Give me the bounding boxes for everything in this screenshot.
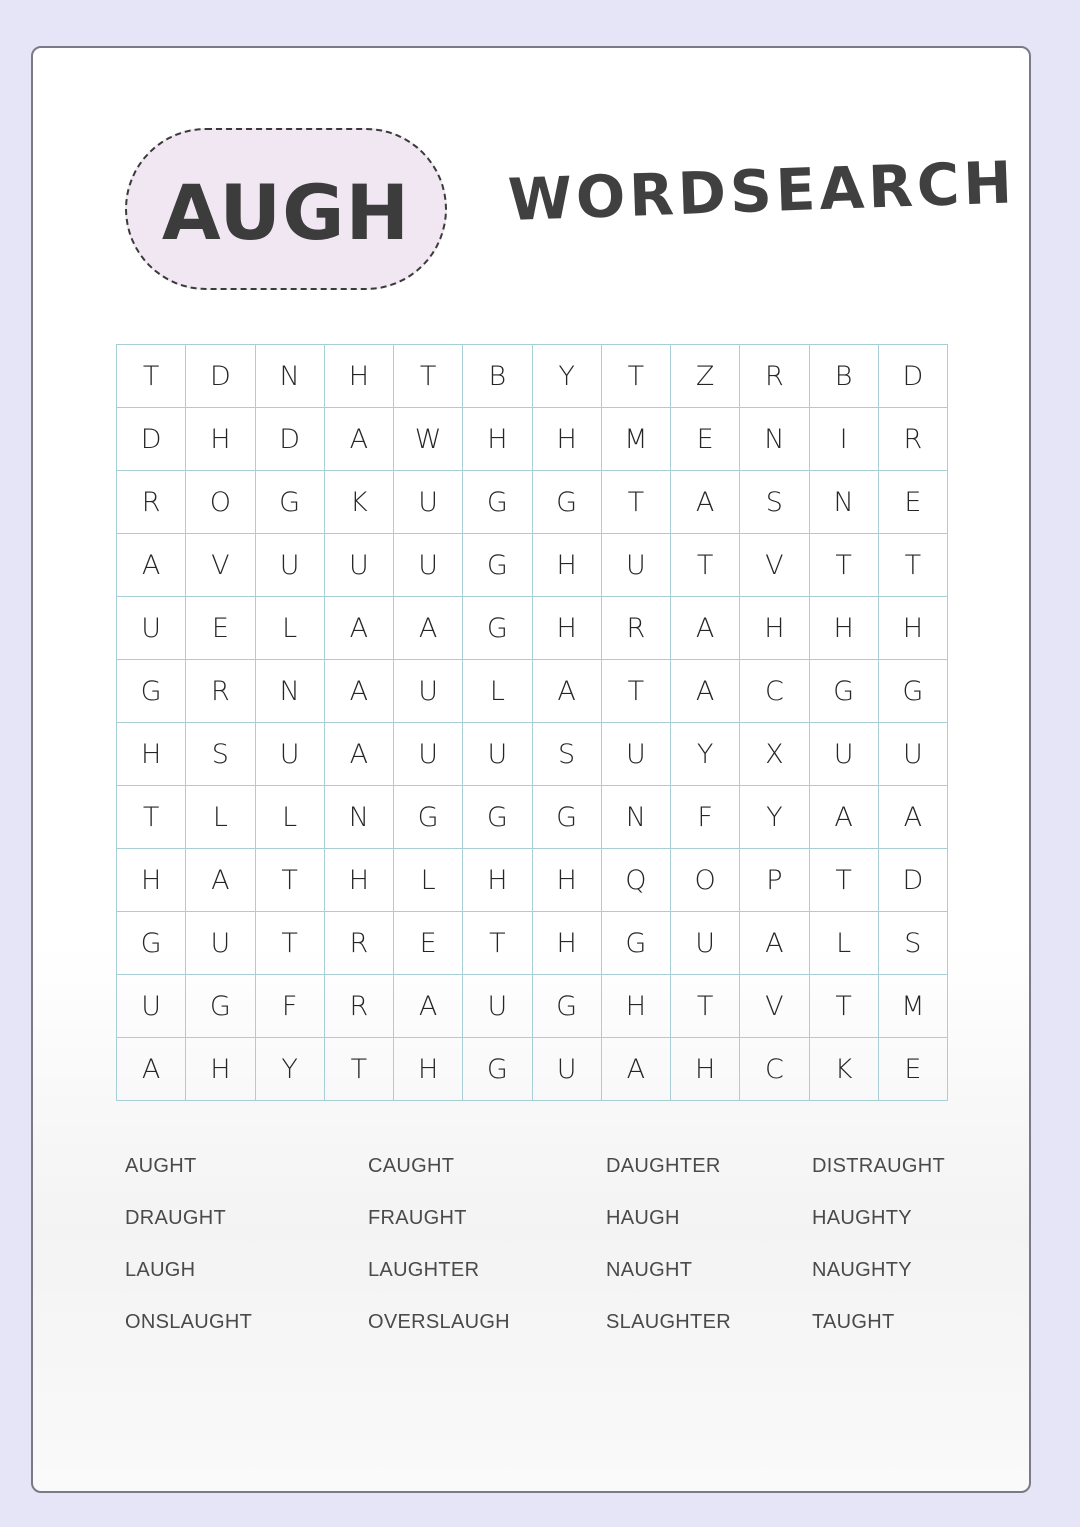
grid-cell[interactable]: A (117, 1038, 186, 1101)
grid-cell[interactable]: A (325, 597, 394, 660)
grid-cell[interactable]: N (740, 408, 809, 471)
word-list-item: ONSLAUGHT (125, 1311, 253, 1333)
grid-cell[interactable]: A (394, 597, 463, 660)
grid-cell[interactable]: D (879, 849, 948, 912)
grid-cell[interactable]: H (394, 1038, 463, 1101)
grid-cell[interactable]: D (117, 408, 186, 471)
grid-cell[interactable]: D (186, 345, 255, 408)
grid-cell[interactable]: H (533, 534, 602, 597)
grid-cell[interactable]: T (602, 660, 671, 723)
grid-cell[interactable]: A (602, 1038, 671, 1101)
grid-cell[interactable]: G (533, 786, 602, 849)
word-list-item: TAUGHT (812, 1311, 895, 1333)
grid-cell[interactable]: U (394, 471, 463, 534)
grid-cell[interactable]: T (810, 849, 879, 912)
grid-cell[interactable]: U (602, 723, 671, 786)
word-list-item: DISTRAUGHT (812, 1155, 945, 1177)
grid-cell[interactable]: F (671, 786, 740, 849)
grid-cell[interactable]: H (740, 597, 809, 660)
letter-grid (116, 344, 948, 1101)
grid-cell[interactable]: S (740, 471, 809, 534)
grid-cell[interactable]: H (810, 597, 879, 660)
grid-cell[interactable]: U (256, 534, 325, 597)
grid-cell[interactable]: V (740, 975, 809, 1038)
grid-cell[interactable]: A (117, 534, 186, 597)
grid-cell[interactable]: K (325, 471, 394, 534)
grid-cell[interactable]: T (671, 975, 740, 1038)
grid-cell[interactable]: H (463, 408, 532, 471)
topic-badge (125, 128, 447, 290)
grid-cell[interactable]: A (325, 660, 394, 723)
word-list-item: CAUGHT (368, 1155, 455, 1177)
grid-cell[interactable]: R (325, 912, 394, 975)
grid-cell[interactable]: F (256, 975, 325, 1038)
grid-cell[interactable]: H (186, 1038, 255, 1101)
grid-cell[interactable]: T (671, 534, 740, 597)
grid-cell[interactable]: E (879, 1038, 948, 1101)
grid-cell[interactable]: O (671, 849, 740, 912)
grid-cell[interactable]: H (533, 912, 602, 975)
grid-cell[interactable]: N (602, 786, 671, 849)
grid-cell[interactable]: G (533, 471, 602, 534)
grid-cell[interactable]: K (810, 1038, 879, 1101)
grid-cell[interactable]: U (810, 723, 879, 786)
grid-cell[interactable]: G (117, 660, 186, 723)
grid-cell[interactable]: C (740, 1038, 809, 1101)
grid-cell[interactable]: A (879, 786, 948, 849)
grid-cell[interactable]: D (879, 345, 948, 408)
grid-cell[interactable]: G (117, 912, 186, 975)
grid-cell[interactable]: L (394, 849, 463, 912)
grid-cell[interactable]: R (740, 345, 809, 408)
grid-cell[interactable]: A (671, 660, 740, 723)
grid-cell[interactable]: T (602, 345, 671, 408)
word-list-item: HAUGHTY (812, 1207, 912, 1229)
grid-cell[interactable]: G (463, 786, 532, 849)
grid-cell[interactable]: U (117, 597, 186, 660)
grid-cell[interactable]: C (740, 660, 809, 723)
grid-cell[interactable]: Y (256, 1038, 325, 1101)
grid-cell[interactable]: V (740, 534, 809, 597)
grid-cell[interactable]: A (740, 912, 809, 975)
grid-cell[interactable]: S (186, 723, 255, 786)
grid-cell[interactable]: T (810, 975, 879, 1038)
grid-cell[interactable]: T (463, 912, 532, 975)
grid-cell[interactable]: H (671, 1038, 740, 1101)
grid-cell[interactable]: A (810, 786, 879, 849)
grid-cell[interactable]: L (256, 597, 325, 660)
grid-cell[interactable]: T (256, 849, 325, 912)
grid-cell[interactable]: T (879, 534, 948, 597)
grid-cell[interactable]: U (602, 534, 671, 597)
grid-cell[interactable]: R (186, 660, 255, 723)
grid-cell[interactable]: L (810, 912, 879, 975)
grid-cell[interactable]: H (325, 345, 394, 408)
grid-cell[interactable]: E (879, 471, 948, 534)
grid-cell[interactable]: R (325, 975, 394, 1038)
grid-cell[interactable]: U (394, 534, 463, 597)
grid-cell[interactable]: H (117, 723, 186, 786)
grid-cell[interactable]: N (810, 471, 879, 534)
grid-cell[interactable]: A (671, 597, 740, 660)
grid-cell[interactable]: T (810, 534, 879, 597)
grid-cell[interactable]: N (256, 345, 325, 408)
word-list-item: LAUGH (125, 1259, 196, 1281)
grid-cell[interactable]: B (463, 345, 532, 408)
word-list-item: NAUGHT (606, 1259, 693, 1281)
grid-cell[interactable]: W (394, 408, 463, 471)
grid-cell[interactable]: V (186, 534, 255, 597)
grid-cell[interactable]: E (671, 408, 740, 471)
grid-cell[interactable]: H (533, 408, 602, 471)
grid-cell[interactable]: A (533, 660, 602, 723)
grid-cell[interactable]: H (117, 849, 186, 912)
word-list-item: AUGHT (125, 1155, 197, 1177)
grid-cell[interactable]: S (533, 723, 602, 786)
grid-cell[interactable]: A (671, 471, 740, 534)
word-list-item: DRAUGHT (125, 1207, 226, 1229)
grid-cell[interactable]: M (879, 975, 948, 1038)
word-list-item: LAUGHTER (368, 1259, 480, 1281)
grid-cell[interactable]: U (117, 975, 186, 1038)
grid-cell[interactable]: H (533, 849, 602, 912)
grid-cell[interactable]: U (671, 912, 740, 975)
word-list-item: HAUGH (606, 1207, 680, 1229)
grid-cell[interactable]: G (602, 912, 671, 975)
word-list-item: OVERSLAUGH (368, 1311, 510, 1333)
grid-cell[interactable]: R (117, 471, 186, 534)
grid-cell[interactable]: U (463, 723, 532, 786)
grid-cell[interactable]: Y (740, 786, 809, 849)
grid-cell[interactable]: M (602, 408, 671, 471)
grid-cell[interactable]: T (394, 345, 463, 408)
grid-cell[interactable]: A (186, 849, 255, 912)
grid-cell[interactable]: B (810, 345, 879, 408)
grid-cell[interactable]: Z (671, 345, 740, 408)
grid-cell[interactable]: L (463, 660, 532, 723)
grid-cell[interactable]: H (602, 975, 671, 1038)
grid-cell[interactable]: G (256, 471, 325, 534)
grid-cell[interactable]: Y (533, 345, 602, 408)
grid-cell[interactable]: U (186, 912, 255, 975)
grid-cell[interactable]: D (256, 408, 325, 471)
grid-cell[interactable]: A (394, 975, 463, 1038)
grid-cell[interactable]: U (533, 1038, 602, 1101)
grid-cell[interactable]: P (740, 849, 809, 912)
grid-cell[interactable]: U (394, 660, 463, 723)
grid-cell[interactable]: G (463, 534, 532, 597)
word-list-item: NAUGHTY (812, 1259, 912, 1281)
grid-cell[interactable]: G (394, 786, 463, 849)
grid-cell[interactable]: R (879, 408, 948, 471)
grid-cell[interactable]: I (810, 408, 879, 471)
grid-cell[interactable]: G (186, 975, 255, 1038)
grid-cell[interactable]: X (740, 723, 809, 786)
grid-cell[interactable]: T (256, 912, 325, 975)
grid-cell[interactable]: G (533, 975, 602, 1038)
grid-cell[interactable]: E (394, 912, 463, 975)
grid-cell[interactable]: O (186, 471, 255, 534)
grid-cell[interactable]: G (463, 1038, 532, 1101)
grid-cell[interactable]: G (463, 597, 532, 660)
grid-cell[interactable]: U (325, 534, 394, 597)
grid-cell[interactable]: T (117, 786, 186, 849)
grid-cell[interactable]: R (602, 597, 671, 660)
grid-cell[interactable]: U (463, 975, 532, 1038)
grid-cell[interactable]: S (879, 912, 948, 975)
grid-cell[interactable]: H (325, 849, 394, 912)
grid-cell[interactable]: H (186, 408, 255, 471)
grid-cell[interactable]: T (325, 1038, 394, 1101)
grid-cell[interactable]: L (186, 786, 255, 849)
grid-cell[interactable]: N (256, 660, 325, 723)
word-list-item: FRAUGHT (368, 1207, 467, 1229)
topic-badge-text: AUGH (161, 167, 411, 257)
grid-cell[interactable]: A (325, 408, 394, 471)
grid-cell[interactable]: H (463, 849, 532, 912)
word-list-item: DAUGHTER (606, 1155, 721, 1177)
grid-cell[interactable]: U (394, 723, 463, 786)
grid-cell[interactable]: G (463, 471, 532, 534)
grid-cell[interactable]: H (879, 597, 948, 660)
grid-cell[interactable]: U (256, 723, 325, 786)
word-list-item: SLAUGHTER (606, 1311, 731, 1333)
grid-cell[interactable]: A (325, 723, 394, 786)
grid-cell[interactable]: T (117, 345, 186, 408)
grid-cell[interactable]: Q (602, 849, 671, 912)
grid-cell[interactable]: Y (671, 723, 740, 786)
grid-cell[interactable]: L (256, 786, 325, 849)
page-title: WORDSEARCH (506, 148, 1018, 234)
grid-cell[interactable]: T (602, 471, 671, 534)
grid-cell[interactable]: N (325, 786, 394, 849)
grid-cell[interactable]: G (879, 660, 948, 723)
grid-cell[interactable]: H (533, 597, 602, 660)
grid-cell[interactable]: U (879, 723, 948, 786)
grid-cell[interactable]: G (810, 660, 879, 723)
grid-cell[interactable]: E (186, 597, 255, 660)
